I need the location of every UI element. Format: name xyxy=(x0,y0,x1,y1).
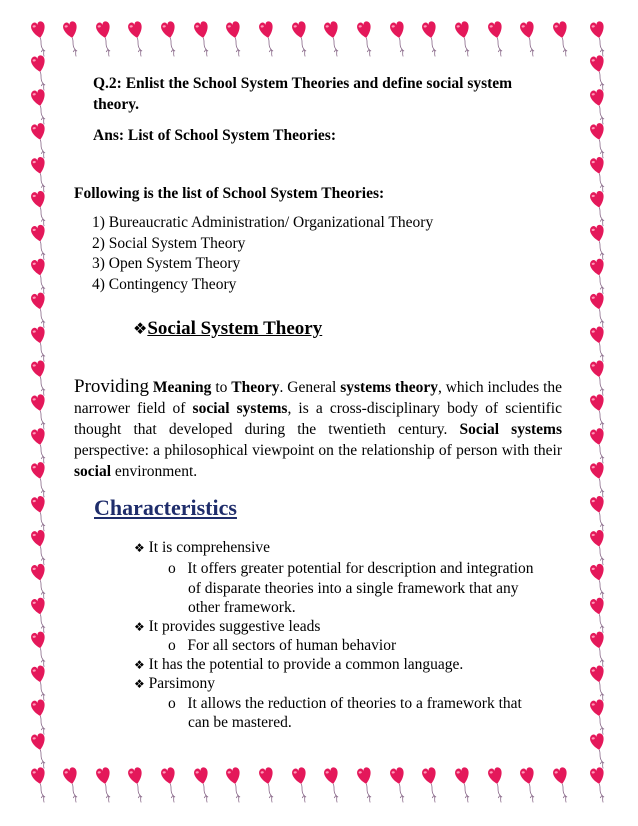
circle-bullet-icon: o xyxy=(168,637,176,654)
theory-item-3: 3) Open System Theory xyxy=(92,255,241,272)
characteristic-sub-text: It allows the reduction of theories to a framework that xyxy=(187,695,522,712)
section-heading xyxy=(133,318,322,340)
characteristic-text: It has the potential to provide a common language. xyxy=(148,656,464,673)
diamond-bullet-icon: ❖ xyxy=(133,319,148,338)
circle-bullet-icon: o xyxy=(168,695,176,712)
characteristic-sub-4-line-2: can be mastered. xyxy=(188,714,292,731)
circle-bullet-icon: o xyxy=(168,560,176,577)
para-bold: social xyxy=(74,463,112,480)
para-text: . General xyxy=(279,379,341,396)
diamond-bullet-icon: ❖ xyxy=(134,620,145,634)
para-bold: Meaning xyxy=(152,379,212,396)
definition-paragraph xyxy=(74,376,562,482)
list-intro: Following is the list of School System Theories: xyxy=(74,185,385,202)
characteristic-item-4 xyxy=(134,675,215,693)
characteristic-text: Parsimony xyxy=(148,675,215,692)
para-text: environment. xyxy=(111,463,198,480)
para-text: , is a cross-disciplinary body of scientific thought that developed during the twentieth century. xyxy=(74,400,562,438)
para-bold: systems theory xyxy=(340,379,438,396)
characteristic-text: It provides suggestive leads xyxy=(148,618,321,635)
characteristic-item-3 xyxy=(134,656,463,674)
answer-line: Ans: List of School System Theories: xyxy=(93,127,336,144)
diamond-bullet-icon: ❖ xyxy=(134,541,145,555)
characteristic-sub-1-line-3: other framework. xyxy=(188,599,296,616)
characteristics-heading: Characteristics xyxy=(94,495,237,520)
theory-item-4: 4) Contingency Theory xyxy=(92,276,237,293)
characteristic-sub-4 xyxy=(168,695,522,713)
characteristic-item-2 xyxy=(134,618,320,636)
diamond-bullet-icon: ❖ xyxy=(134,677,145,691)
para-text: Providing xyxy=(74,376,149,397)
para-text: , which includes the narrower field of xyxy=(74,379,563,417)
characteristic-item-1 xyxy=(134,539,270,557)
para-text: perspective: a philosophical viewpoint on the relationship of person with their xyxy=(74,442,562,459)
characteristic-sub-text: For all sectors of human behavior xyxy=(187,637,397,654)
diamond-bullet-icon: ❖ xyxy=(134,658,145,672)
theory-item-2: 2) Social System Theory xyxy=(92,235,246,252)
characteristic-sub-text: It offers greater potential for description and integration xyxy=(187,560,534,577)
characteristic-sub-1-line-2: of disparate theories into a single framework that any xyxy=(188,580,519,597)
theory-item-1: 1) Bureaucratic Administration/ Organizational Theory xyxy=(92,214,434,231)
characteristic-sub-2 xyxy=(168,637,396,655)
characteristic-text: It is comprehensive xyxy=(148,539,271,556)
characteristic-sub-1 xyxy=(168,560,534,578)
para-bold: social systems xyxy=(192,400,288,417)
para-bold: Social systems xyxy=(459,421,562,438)
section-heading-text: Social System Theory xyxy=(147,318,323,339)
para-text: to xyxy=(211,379,232,396)
question-line-2: theory. xyxy=(93,96,140,113)
question-line-1: Q.2: Enlist the School System Theories and define social system xyxy=(93,75,513,92)
para-bold: Theory xyxy=(231,379,280,396)
